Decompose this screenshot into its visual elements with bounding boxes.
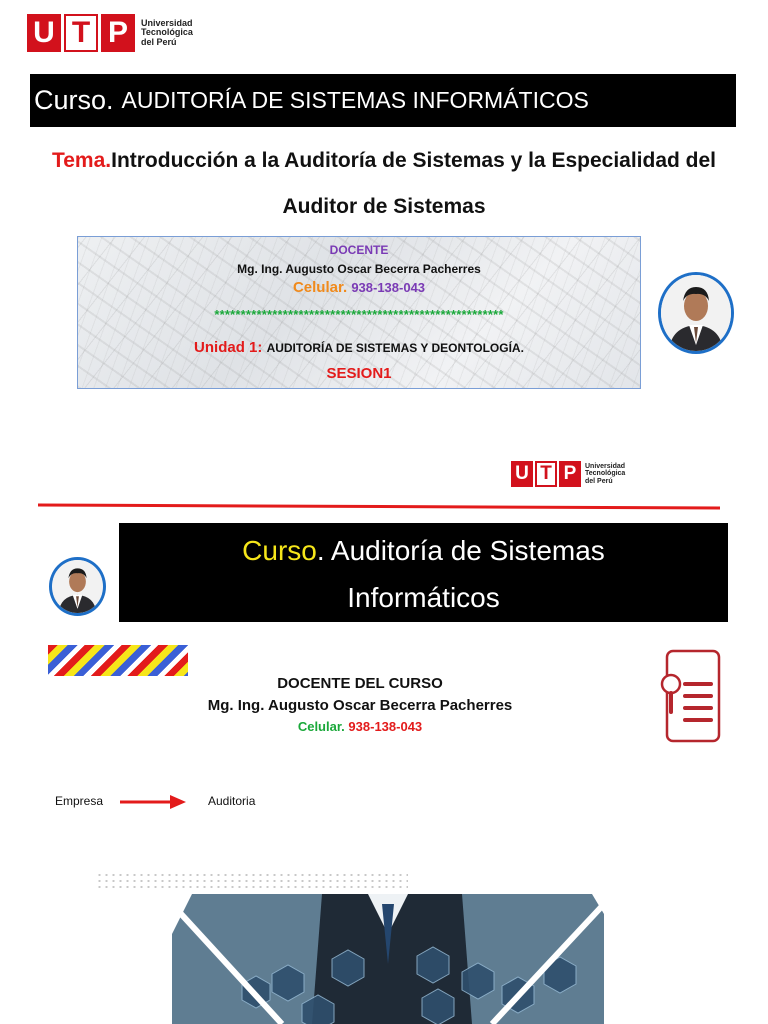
flow-to: Auditoria — [208, 794, 256, 808]
celular-line-2 — [150, 717, 570, 737]
docente-name-2: Mg. Ing. Augusto Oscar Becerra Pacherres — [207, 697, 513, 714]
logo-letter-p: P — [101, 14, 135, 52]
celular-line — [78, 279, 640, 296]
course-title-line1 — [119, 527, 728, 574]
dotted-pattern — [96, 872, 408, 890]
logo-letter-u: U — [27, 14, 61, 52]
logo-text: Universidad Tecnológica del Perú — [141, 17, 193, 47]
unidad-text: AUDITORÍA DE SISTEMAS Y DEONTOLOGÍA. — [266, 341, 524, 355]
course-label: Curso. — [34, 85, 114, 115]
avatar-photo-small — [49, 557, 106, 616]
celular-label-2: Celular. — [297, 719, 345, 734]
celular-label: Celular. — [292, 279, 348, 296]
celular-value-2: 938-138-043 — [348, 719, 423, 734]
stars-separator: ******************************************************* — [214, 307, 504, 322]
logo-letter-t: T — [64, 14, 98, 52]
course-label-2: Curso — [242, 535, 317, 566]
tema-heading — [20, 138, 748, 230]
docente-info-box — [77, 236, 641, 389]
person-icon — [661, 275, 731, 351]
celular-value: 938-138-043 — [351, 280, 426, 295]
docente-heading: DOCENTE DEL CURSO — [277, 675, 443, 692]
sesion-label: SESION1 — [326, 365, 392, 382]
course-title-bar-2 — [119, 523, 728, 622]
course-title-line2: Informáticos — [347, 582, 500, 613]
utp-logo — [27, 14, 193, 52]
business-tech-photo — [172, 894, 604, 1024]
course-title-bar — [30, 74, 736, 127]
red-arrow-icon — [118, 794, 188, 815]
docente-label: DOCENTE — [329, 243, 389, 257]
course-title-rest: . Auditoría de Sistemas — [316, 535, 605, 566]
logo-text: Universidad Tecnológica del Perú — [585, 462, 626, 485]
utp-logo-small — [511, 461, 625, 487]
document-search-icon — [655, 648, 725, 749]
docente-block — [150, 673, 570, 737]
logo-letter-t: T — [535, 461, 557, 487]
unidad-label: Unidad 1: — [194, 339, 263, 356]
logo-letter-u: U — [511, 461, 533, 487]
avatar-photo — [658, 272, 734, 354]
docente-name: Mg. Ing. Augusto Oscar Becerra Pacherres — [237, 262, 481, 276]
decorative-stripes — [48, 645, 188, 676]
tema-label: Tema. — [51, 149, 112, 172]
person-icon — [52, 560, 103, 613]
red-divider — [38, 504, 720, 510]
logo-letter-p: P — [559, 461, 581, 487]
tema-text: Introducción a la Auditoría de Sistemas y la Especialidad del Auditor de Sistemas — [111, 149, 717, 218]
flow-from: Empresa — [55, 794, 104, 808]
course-title: AUDITORÍA DE SISTEMAS INFORMÁTICOS — [121, 87, 589, 113]
unidad-line — [78, 339, 640, 356]
